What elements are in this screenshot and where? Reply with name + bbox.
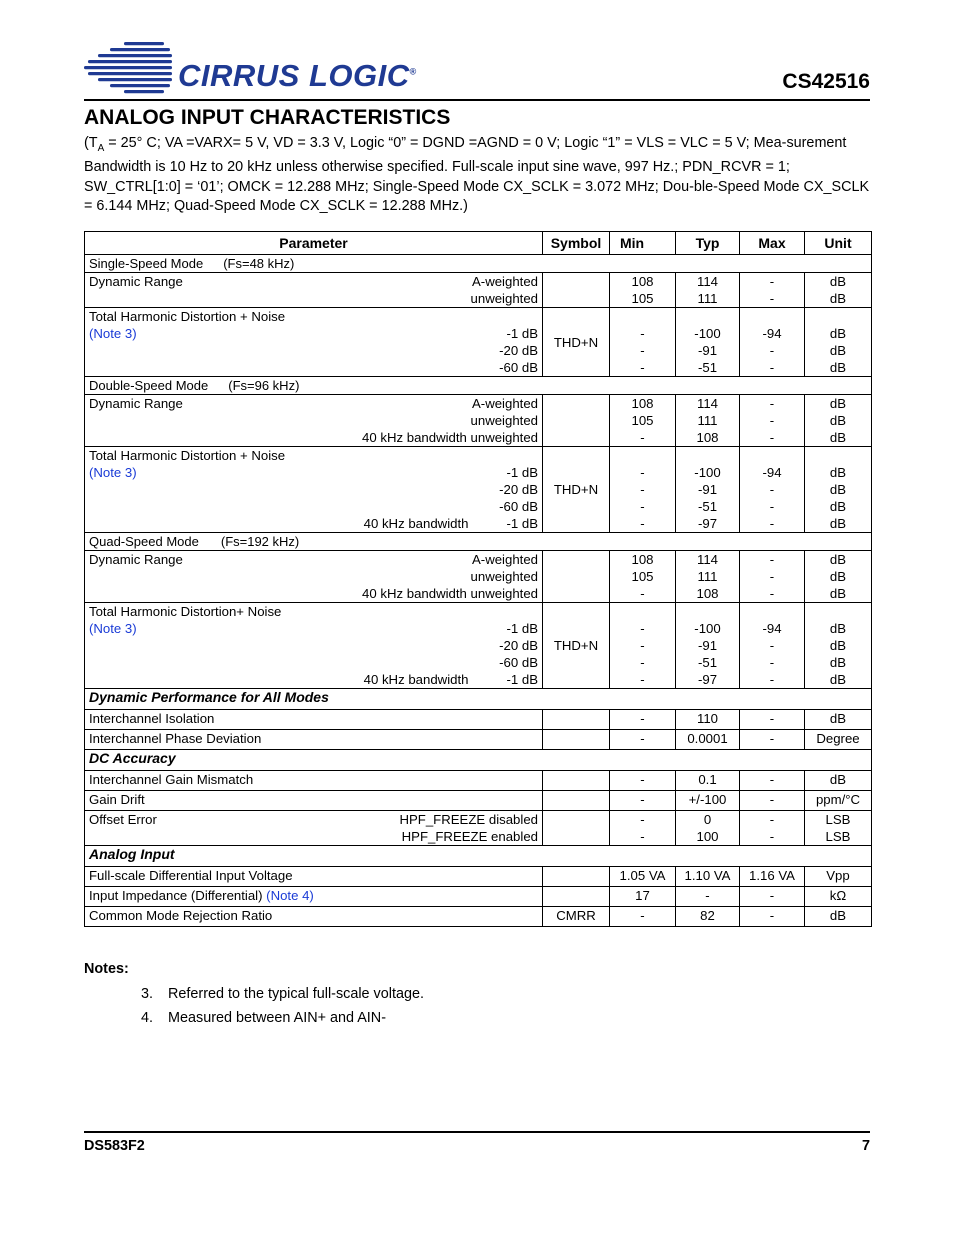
group-header-row: DC Accuracy xyxy=(85,750,872,771)
table-row: Total Harmonic Distortion+ Noise (Note 3) -1 dB -20 dB -60 dB 40 kHz bandwidth -1 dB THD+N - - - - -100 -91 -51 -97 -94 - - - dB dB dB dB xyxy=(85,603,872,689)
table-header-row xyxy=(85,232,872,255)
table-row: Input Impedance (Differential) (Note 4) 17 - - kΩ xyxy=(85,887,872,907)
note-3-link[interactable]: (Note 3) xyxy=(89,465,137,480)
table-row: Dynamic Range A-weighted unweighted 40 kHz bandwidth unweighted 108 105 - 114 111 108 - - - dB dB dB xyxy=(85,395,872,447)
note-4-link[interactable]: (Note 4) xyxy=(266,888,314,903)
mode-row: Single-Speed Mode (Fs=48 kHz) xyxy=(85,255,872,273)
table-row: Interchannel Gain Mismatch - 0.1 - dB xyxy=(85,771,872,791)
part-number: CS42516 xyxy=(782,70,870,93)
footer-rule xyxy=(84,1131,870,1133)
note-3-link[interactable]: (Note 3) xyxy=(89,621,137,636)
test-conditions: ($T_A = 25^\circ$ C; VA =VARX= 5 V, VD = 3.3 V, Logic “0” = DGND =AGND = 0 V; Logic “1” = VLS = VLC = 5 V; Mea-surement Bandwidth is 10 Hz to 20 kHz unless otherwise specified. Full-scale input sine wave, 997 Hz.; PDN_RCVR = 1; SW_CTRL[1:0] = ‘01’; OMCK = 12.288 MHz; Single-Speed Mode CX_SCLK = 3.072 MHz; Dou-ble-Speed Mode CX_SCLK = 6.144 MHz; Quad-Speed Mode CX_SCLK = 12.288 MHz.) xyxy=(84,135,870,215)
page-number: 7 xyxy=(861,1138,870,1154)
table-row: Dynamic Range A-weighted unweighted 40 kHz bandwidth unweighted 108 105 - 114 111 108 - - - dB dB dB xyxy=(85,551,872,603)
notes-title: Notes: xyxy=(84,961,129,977)
col-typ: Typ xyxy=(676,232,740,255)
note-item: 3. Referred to the typical full-scale voltage. xyxy=(141,986,424,1002)
note-item: 4. Measured between AIN+ and AIN- xyxy=(141,1010,386,1026)
group-header-row: Analog Input xyxy=(85,846,872,867)
col-symbol: Symbol xyxy=(543,232,610,255)
table-row: Full-scale Differential Input Voltage 1.05 VA 1.10 VA 1.16 VA Vpp xyxy=(85,867,872,887)
table-row: Common Mode Rejection Ratio CMRR - 82 - dB xyxy=(85,907,872,927)
mode-row: Double-Speed Mode (Fs=96 kHz) xyxy=(85,377,872,395)
col-unit: Unit xyxy=(805,232,872,255)
doc-number: DS583F2 xyxy=(84,1138,145,1154)
table-row: Total Harmonic Distortion + Noise (Note 3) -1 dB -20 dB -60 dB 40 kHz bandwidth -1 dB THD+N - - - - -100 -91 -51 -97 -94 - - - dB dB dB dB xyxy=(85,447,872,533)
col-max: Max xyxy=(740,232,805,255)
table-row: Offset Error HPF_FREEZE disabled HPF_FREEZE enabled - - 0 100 - - LSB LSB xyxy=(85,811,872,846)
note-3-link[interactable]: (Note 3) xyxy=(89,326,137,341)
logo-swoosh-icon xyxy=(84,38,184,100)
table-row: Total Harmonic Distortion + Noise (Note 3) -1 dB -20 dB -60 dB THD+N - - - -100 -91 -51 -94 - - dB dB dB xyxy=(85,308,872,377)
section-title: ANALOG INPUT CHARACTERISTICS xyxy=(84,106,451,129)
table-row: Gain Drift - +/-100 - ppm/°C xyxy=(85,791,872,811)
col-parameter: Parameter xyxy=(85,232,543,255)
table-row: Interchannel Isolation - 110 - dB xyxy=(85,710,872,730)
spec-table xyxy=(84,231,872,927)
col-min: Min xyxy=(610,232,676,255)
mode-row: Quad-Speed Mode (Fs=192 kHz) xyxy=(85,533,872,551)
header-rule xyxy=(84,99,870,101)
table-row: Interchannel Phase Deviation - 0.0001 - Degree xyxy=(85,730,872,750)
table-row: Dynamic Range A-weighted unweighted 108 105 114 111 - - dB dB xyxy=(85,273,872,308)
group-header-row: Dynamic Performance for All Modes xyxy=(85,689,872,710)
logo-wordmark: CIRRUS LOGIC® xyxy=(178,58,417,93)
